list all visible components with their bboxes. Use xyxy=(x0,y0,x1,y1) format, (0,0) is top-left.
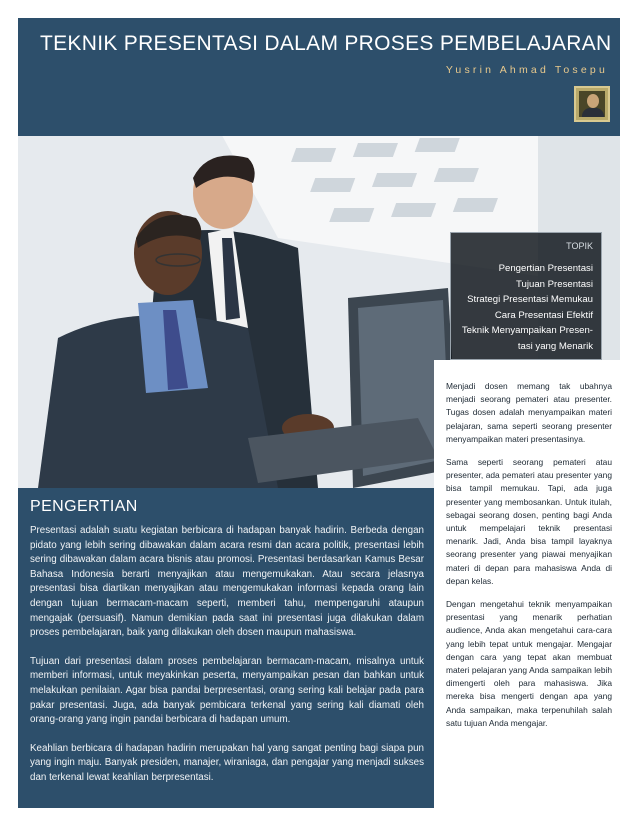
document-title: TEKNIK PRESENTASI DALAM PROSES PEMBELAJARAN xyxy=(40,32,612,55)
main-section xyxy=(18,488,434,808)
topic-item: Strategi Presentasi Memukau xyxy=(467,294,593,306)
author-name: Yusrin Ahmad Tosepu xyxy=(445,64,608,76)
paragraph: Dengan mengetahui teknik menyampaikan presentasi yang menarik perhatian audience, Anda akan mengetahui cara-cara yang lebih tepat untuk mengajar. Mengajar dengan cara yang tepat akan membuat materi pelajaran yang Anda sampaikan lebih dimengerti oleh para mahasiswa. Jika mereka bisa mengerti dengan apa yang Anda sampaikan, maka terpenuhilah salah satu tujuan Anda mengajar. xyxy=(446,599,612,728)
topic-item: tasi yang Menarik xyxy=(517,340,593,352)
author-avatar xyxy=(574,86,610,122)
paragraph: Keahlian berbicara di hadapan hadirin merupakan hal yang sangat penting bagi siapa pun yang ingin maju. Banyak presiden, manajer, wiraniaga, dan pengajar yang menjadi sukses dan terkenal lewat keahlian berpresentasi. xyxy=(30,742,424,783)
topic-item: Pengertian Presentasi xyxy=(498,263,593,274)
section-title: PENGERTIAN xyxy=(30,498,138,515)
topic-box xyxy=(450,232,602,360)
paragraph: Presentasi adalah suatu kegiatan berbicara di hadapan banyak hadirin. Berbeda dengan pidato yang lebih sering dibawakan dalam acara resmi dan acara politik, presentasi lebih sering dibawakan dalam acara bisnis atau promosi. Presentasi berdasarkan Kamus Besar Bahasa Indonesia berarti menyajikan atau mengemukakan. Atau secara jelasnya presentasi bisa diartikan menyajikan atau mengemukakan informasi kepada orang lain dengan tujuan bermacam-macam seperti, memberi tahu, mempengaruhi ataupun mengajak (persuasif). Namun demikian pada saat ini presentasi juga dilakukan dalam proses pembelajaran, baik yang dilakukan oleh dosen maupun mahasiswa. xyxy=(30,525,424,639)
section-body xyxy=(30,524,424,800)
header-banner xyxy=(18,18,620,136)
topic-item: Cara Presentasi Efektif xyxy=(494,309,593,321)
topic-list xyxy=(453,261,593,355)
topic-item: Tujuan Presentasi xyxy=(516,278,593,290)
topic-heading: TOPIK xyxy=(566,241,593,251)
author-photo-icon xyxy=(579,91,605,117)
side-body xyxy=(446,380,612,740)
paragraph: Sama seperti seorang pemateri atau presenter, ada pemateri atau presenter yang bisa tampil memukau. Tapi, ada juga presenter yang membosankan. Untuk itulah, sebagai seorang dosen, penting bagi Anda untuk mempelajari teknik presentasi menarik. Jadi, Anda bisa tampil layaknya seorang presenter yang piawai menyajikan materi di depan para mahasiswa Anda di depan kelas. xyxy=(446,457,612,586)
paragraph: Menjadi dosen memang tak ubahnya menjadi seorang pemateri atau presenter. Tugas dosen adalah menyampaikan materi pelajaran, sama seperti seorang presenter menyampaikan materi presentasinya. xyxy=(446,381,612,444)
side-column xyxy=(434,360,620,808)
paragraph: Tujuan dari presentasi dalam proses pembelajaran bermacam-macam, misalnya untuk memberi informasi, untuk meyakinkan peserta, menyampaikan pesan dan bahkan untuk melakukan penilaian. Agar bisa pandai berpresentasi, orang sering kali belajar pada para pakar presentasi. Juga, ada banyak pembicara terkenal yang sering kali diamati oleh orang-orang yang ingin pandai berbicara di hadapan umum. xyxy=(30,655,424,726)
topic-item: Teknik Menyampaikan Presen- xyxy=(461,325,593,337)
